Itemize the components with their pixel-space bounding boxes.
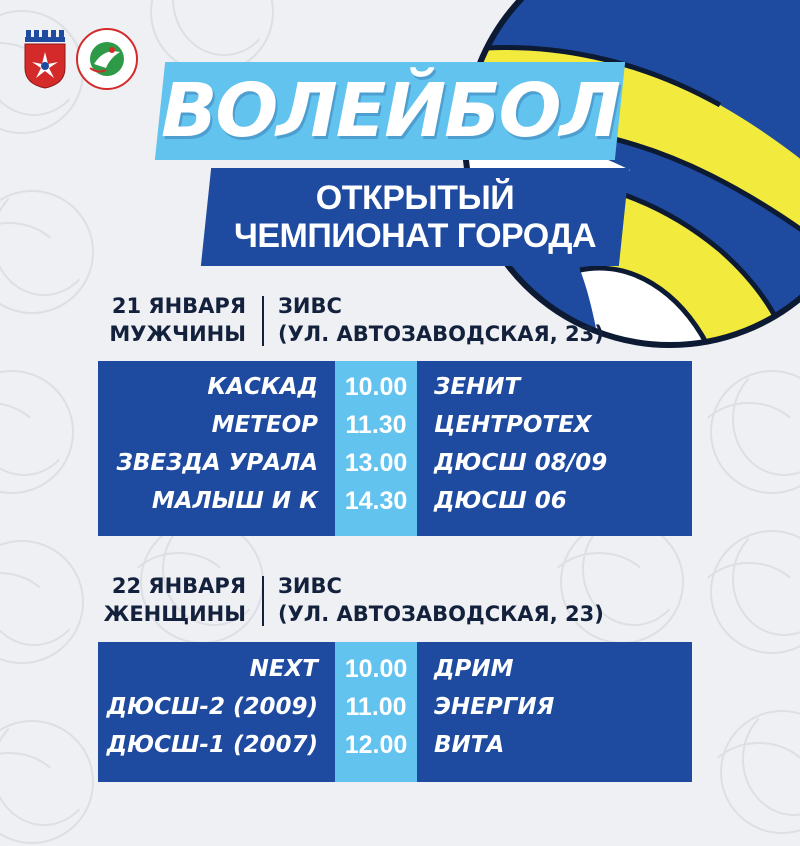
home-team: КАСКАД — [207, 374, 318, 400]
background-ball-icon — [0, 720, 94, 844]
home-team: МАЛЫШ И К — [151, 488, 318, 514]
background-ball-icon — [0, 370, 74, 494]
day-address: (УЛ. АВТОЗАВОДСКАЯ, 23) — [278, 322, 604, 346]
subtitle-line-2: ЧЕМПИОНАТ ГОРОДА — [233, 217, 597, 255]
away-team: ЗЕНИТ — [434, 374, 521, 400]
home-team: ДЮСШ-1 (2007) — [106, 732, 318, 758]
match-time: 10.00 — [344, 373, 408, 401]
background-ball-icon — [0, 540, 84, 664]
table-row — [98, 650, 692, 688]
table-row — [98, 688, 692, 726]
home-team: МЕТЕОР — [211, 412, 318, 438]
background-ball-icon — [720, 710, 800, 834]
table-row — [98, 726, 692, 764]
subtitle-line-1: ОТКРЫТЫЙ — [315, 179, 515, 217]
match-time: 13.00 — [344, 449, 408, 477]
match-time: 14.30 — [344, 487, 408, 515]
table-row — [98, 368, 692, 406]
away-team: ВИТА — [434, 732, 505, 758]
background-ball-icon — [710, 530, 800, 654]
day-group: ЖЕНЩИНЫ — [103, 602, 246, 626]
day-address: (УЛ. АВТОЗАВОДСКАЯ, 23) — [278, 602, 604, 626]
home-team: ЗВЕЗДА УРАЛА — [116, 450, 318, 476]
day-venue: ЗИВС — [278, 574, 342, 598]
table-row — [98, 482, 692, 520]
table-row — [98, 406, 692, 444]
background-ball-icon — [0, 190, 94, 314]
divider — [262, 296, 264, 346]
club-logo-icon — [76, 28, 138, 90]
day-2-venue — [278, 572, 698, 628]
club-logo — [76, 28, 138, 90]
day-group: МУЖЧИНЫ — [109, 322, 246, 346]
day-1-date-group — [96, 292, 246, 348]
day-2-date-group — [96, 572, 246, 628]
home-team: NEXT — [249, 656, 318, 682]
match-time: 11.30 — [345, 411, 407, 439]
match-time: 11.00 — [345, 693, 407, 721]
day-venue: ЗИВС — [278, 294, 342, 318]
away-team: ЦЕНТРОТЕХ — [434, 412, 592, 438]
day-date: 22 ЯНВАРЯ — [111, 574, 246, 598]
match-time: 12.00 — [344, 731, 408, 759]
coat-of-arms-icon — [22, 28, 68, 90]
home-team: ДЮСШ-2 (2009) — [106, 694, 318, 720]
divider — [262, 576, 264, 626]
day-date: 21 ЯНВАРЯ — [111, 294, 246, 318]
away-team: ДЮСШ 08/09 — [434, 450, 608, 476]
away-team: ДЮСШ 06 — [434, 488, 567, 514]
subtitle — [206, 168, 624, 266]
background-ball-icon — [710, 370, 800, 494]
away-team: ДРИМ — [434, 656, 514, 682]
day-1-venue — [278, 292, 698, 348]
page-title: ВОЛЕЙБОЛ — [160, 68, 620, 154]
away-team: ЭНЕРГИЯ — [434, 694, 555, 720]
table-row — [98, 444, 692, 482]
match-time: 10.00 — [344, 655, 408, 683]
